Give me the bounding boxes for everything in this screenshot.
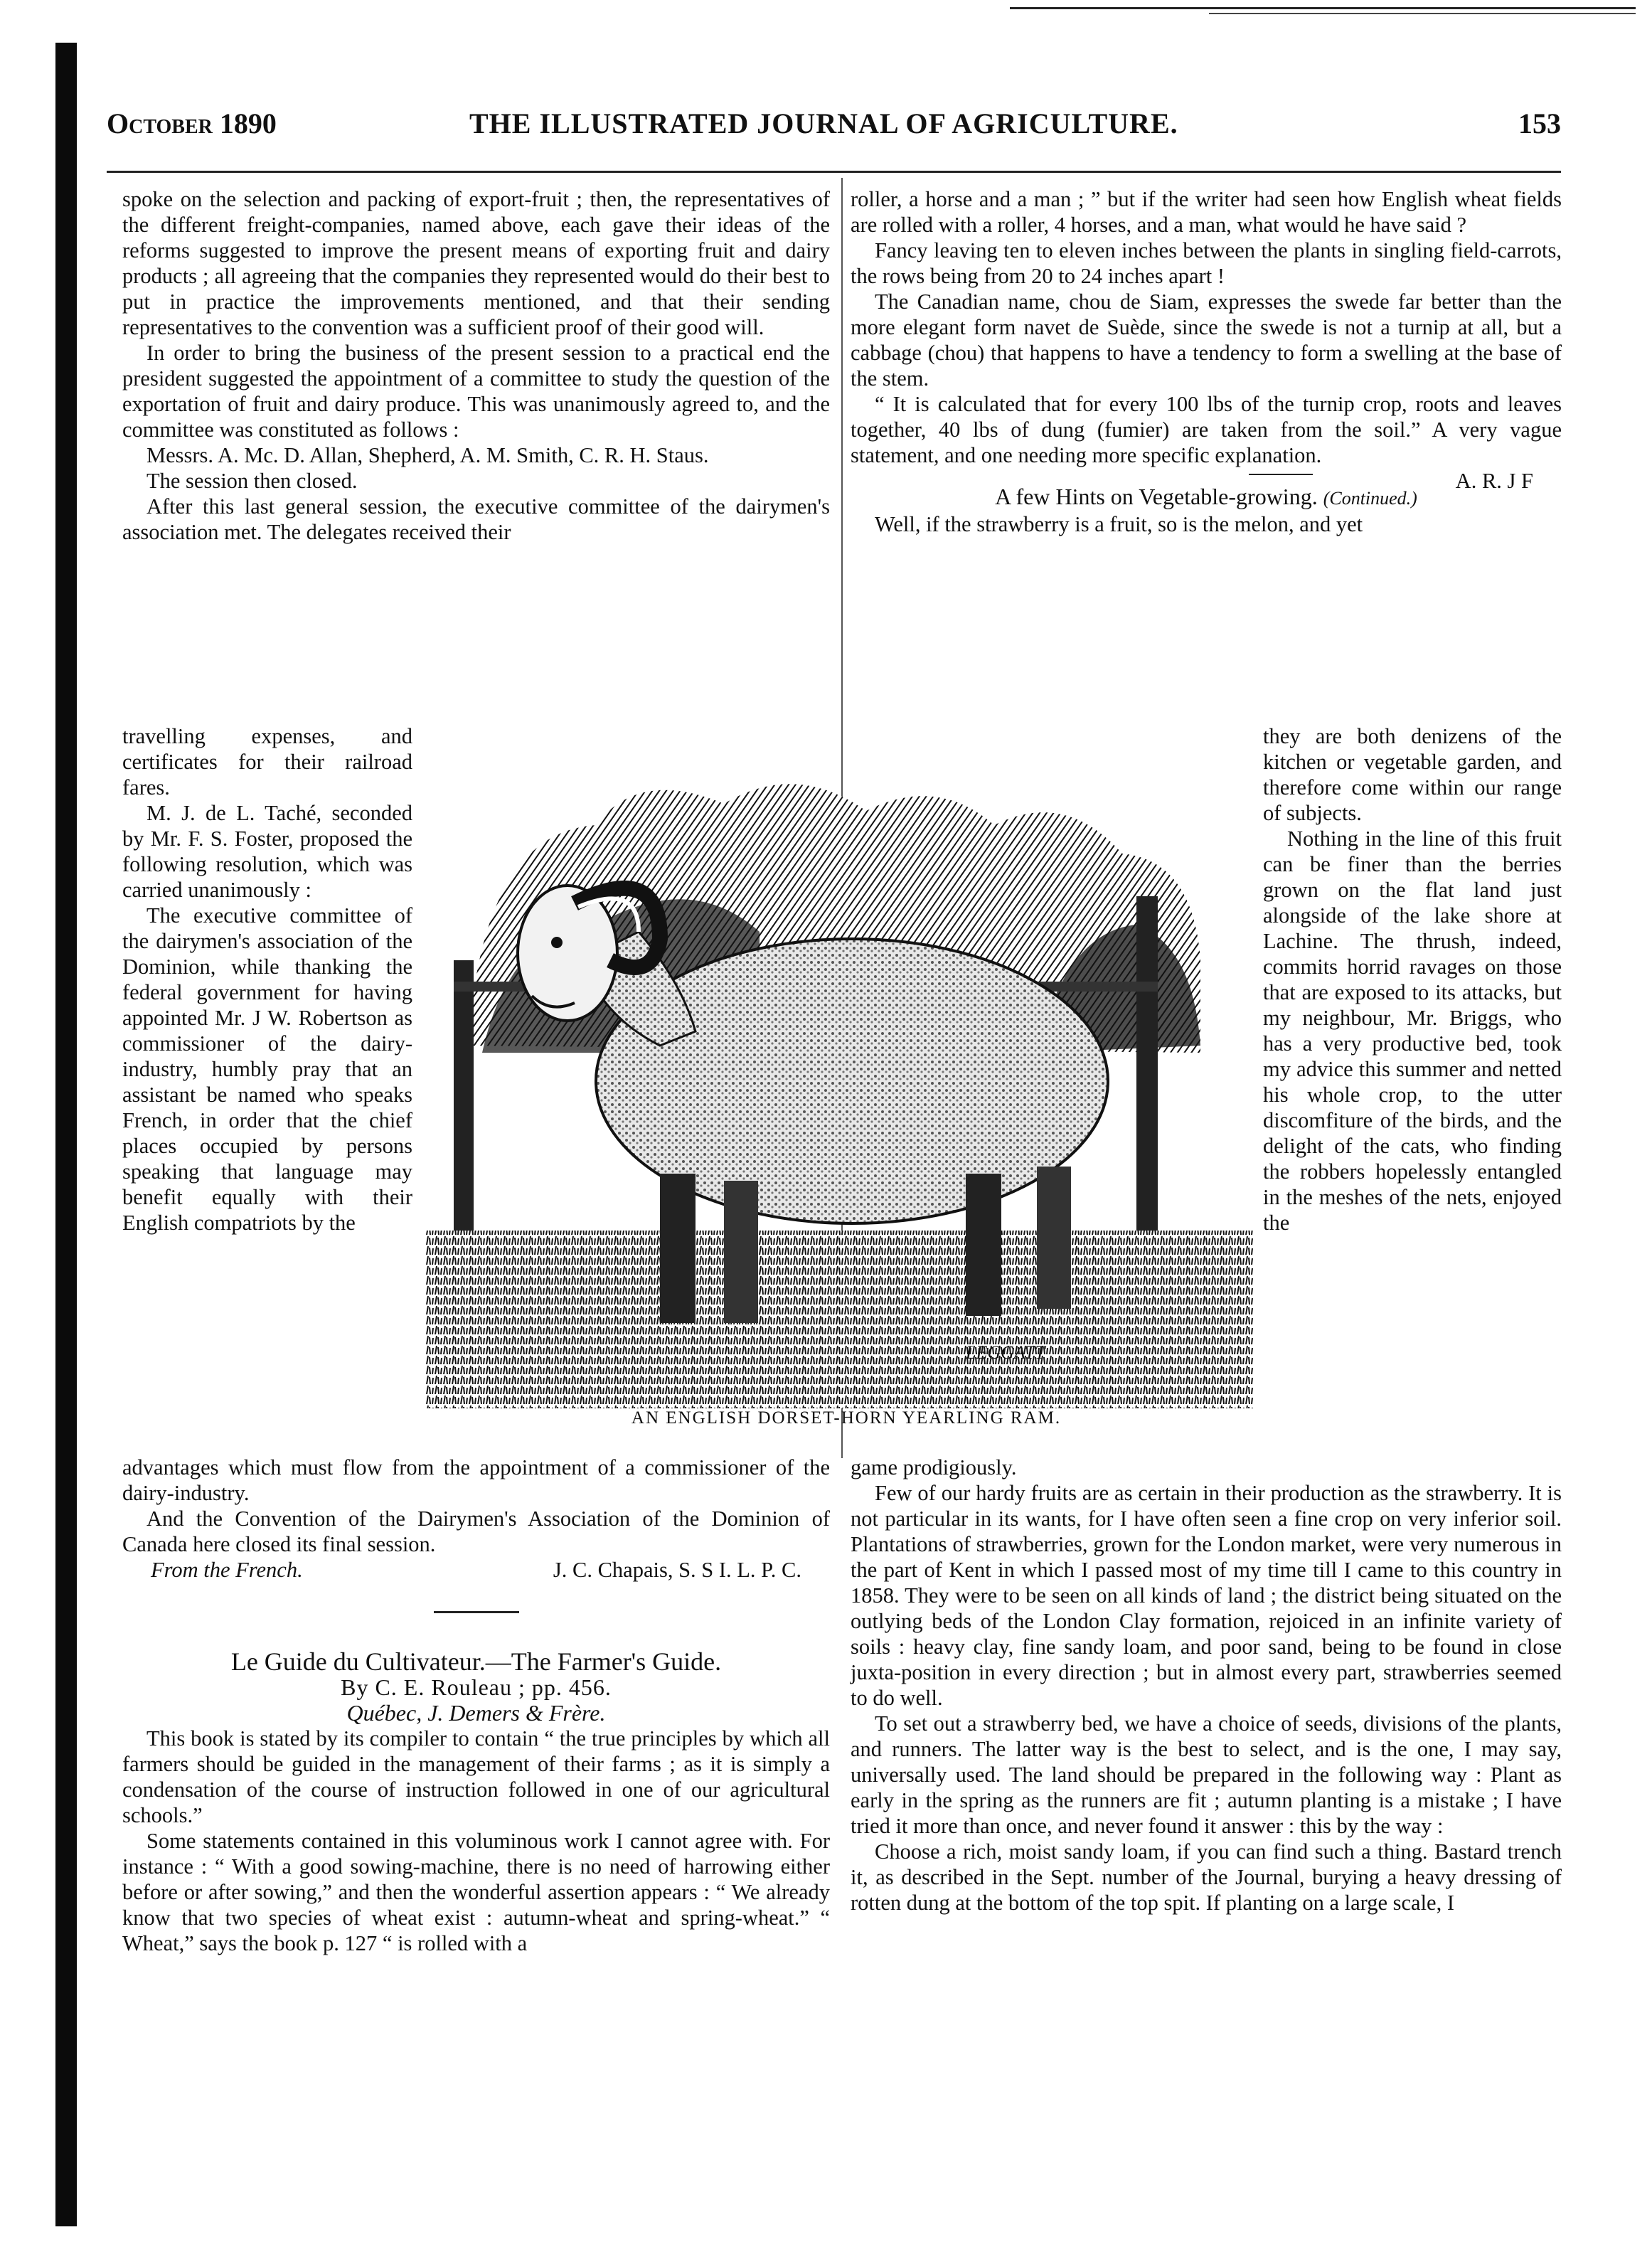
- scan-edge-bar: [55, 43, 77, 2226]
- paragraph: roller, a horse and a man ; ” but if the writer had seen how English wheat fields are rolled with a roller, 4 horses, and a man, what would he have said ?: [851, 187, 1562, 237]
- hints-continued: (Continued.): [1323, 488, 1417, 509]
- paragraph: spoke on the selection and packing of export-fruit ; then, the representatives of the different freight-companies, named above, each gave their ideas of the reforms suggested to improve the present means of exporting fruit and dairy products ; all agreeing that the companies they represented would do their best to put in practice the improvements mentioned, and that their sending representatives to the convention was a sufficient proof of their good will.: [122, 187, 830, 339]
- header-journal-title: THE ILLUSTRATED JOURNAL OF AGRICULTURE.: [469, 107, 1178, 139]
- paragraph: Some statements contained in this voluminous work I cannot agree with. For instance : “ With a good sowing-machine, there is no need of harrowing either before or after sowing,” and then the wonderful assertion appears : “ We already know that two species of wheat exist : autumn-wheat and spring-wheat.” “ Wheat,” says the book p. 127 “ is rolled with a: [122, 1829, 830, 1955]
- paragraph: The executive committee of the dairymen's association of the Dominion, while thanking the federal government for having appointed Mr. J W. Robertson as commissioner of the dairy-industry, humbly pray that an assistant be named who speaks French, in order that the chief places occupied by persons speaking that language may benefit equally with their English compatriots by the: [122, 903, 412, 1235]
- hints-title: A few Hints on Vegetable-growing.: [995, 484, 1318, 509]
- top-rule: [1010, 7, 1636, 9]
- paragraph: To set out a strawberry bed, we have a choice of seeds, divisions of the plants, and runners. The latter way is the best to select, and is the one, I may say, universally used. The land should be prepared in the following way : Plant as early in the spring as the runners are fit ; autumn planting is a mistake ; I have tried it more than once, and never found it answer : this by the way :: [851, 1711, 1562, 1838]
- left-column-top: [122, 186, 830, 545]
- paragraph: they are both denizens of the kitchen or vegetable garden, and therefore come within our range of subjects.: [1263, 724, 1562, 825]
- right-column-top: [851, 186, 1562, 537]
- paragraph: advantages which must flow from the appointment of a commissioner of the dairy-industry.: [122, 1455, 830, 1505]
- header-rule: [107, 171, 1561, 173]
- right-column-bottom: [851, 1455, 1562, 1916]
- header-date: October 1890: [107, 107, 277, 139]
- paragraph: Messrs. A. Mc. D. Allan, Shepherd, A. M. Smith, C. R. H. Staus.: [146, 443, 709, 467]
- paragraph: Few of our hardy fruits are as certain in their production as the strawberry. It is not particular in its wants, for I have often seen a fine crop on very inferior soil. Plantations of strawberries, grown for the London market, were very numerous in the part of Kent in which I passed most of my time till I came to this country in 1858. They were to be seen on all kinds of land ; the district being situated on the outlying beds of the London Clay formation, rejoiced in an infinite variety of soils : heavy clay, fine sandy loam, and poor sand, being to be found in close juxta-position in every direction ; but in almost every part, strawberries seemed to do well.: [851, 1481, 1562, 1710]
- short-rule: [1249, 474, 1313, 475]
- paragraph: M. J. de L. Taché, seconded by Mr. F. S. Foster, proposed the following resolution, which was carried unanimously :: [122, 801, 412, 902]
- paragraph: Choose a rich, moist sandy loam, if you can find such a thing. Bastard trench it, as described in the Sept. number of the Journal, burying a heavy dressing of rotten dung at the bottom of the top spit. If planting on a large scale, I: [851, 1839, 1562, 1915]
- from-label: From the French.: [151, 1558, 303, 1582]
- page-header: [107, 107, 1561, 149]
- header-page-number: 153: [1518, 107, 1561, 139]
- paragraph: And the Convention of the Dairymen's Association of the Dominion of Canada here closed its final session.: [122, 1507, 830, 1556]
- paragraph: Well, if the strawberry is a fruit, so is the melon, and yet: [875, 512, 1363, 536]
- byline: By C. E. Rouleau ; pp. 456.: [341, 1674, 612, 1700]
- article-title-guide: Le Guide du Cultivateur.—The Farmer's Guide.: [230, 1647, 722, 1676]
- left-column-narrow: [122, 723, 412, 1236]
- signature-chapais: J. C. Chapais, S. S I. L. P. C.: [553, 1558, 801, 1582]
- engraver-signature: LEGGATT: [966, 1342, 1045, 1363]
- short-rule: [434, 1611, 519, 1613]
- paragraph: The session then closed.: [146, 469, 358, 493]
- paragraph: Nothing in the line of this fruit can be finer than the berries grown on the flat land just alongside of the lake shore at Lachine. The thrush, indeed, commits horrid ravages on those that are exposed to its attacks, but my neighbour, Mr. Briggs, who has a very productive bed, took my advice this summer and netted his whole crop, to the utter discomfiture of the birds, and the delight of the cats, who finding the robbers hopelessly entangled in the meshes of the nets, enjoyed the: [1263, 827, 1562, 1235]
- paragraph: travelling expenses, and certificates for their railroad fares.: [122, 724, 412, 799]
- signature-arj: A. R. J F: [1455, 469, 1533, 493]
- paragraph: The Canadian name, chou de Siam, expresses the swede far better than the more elegant form navet de Suède, since the swede is not a turnip at all, but a cabbage (chou) that happens to have a tendency to form a swelling at the base of the stem.: [851, 289, 1562, 391]
- paragraph: This book is stated by its compiler to contain “ the true principles by which all farmers should be guided in the management of their farms ; as it is simply a condensation of the course of instruction followed in one of our agricultural schools.”: [122, 1726, 830, 1827]
- left-column-bottom: [122, 1455, 830, 1956]
- paragraph: game prodigiously.: [851, 1455, 1017, 1479]
- ram-illustration: [425, 747, 1254, 1408]
- illustration-caption: AN ENGLISH DORSET-HORN YEARLING RAM.: [631, 1408, 1062, 1428]
- paragraph: “ It is calculated that for every 100 lbs of the turnip crop, roots and leaves together, 40 lbs of dung (fumier) are taken from the soil.” A very vague statement, and one needing more specific explanation.: [851, 392, 1562, 467]
- publisher-line: Québec, J. Demers & Frère.: [346, 1700, 606, 1726]
- paragraph: After this last general session, the executive committee of the dairymen's association met. The delegates received their: [122, 494, 830, 544]
- paragraph: In order to bring the business of the present session to a practical end the president suggested the appointment of a committee to study the question of the exportation of fruit and dairy produce. This was unanimously agreed to, and the committee was constituted as follows :: [122, 341, 830, 442]
- top-rule-thin: [1209, 13, 1636, 14]
- paragraph: Fancy leaving ten to eleven inches between the plants in singling field-carrots, the rows being from 20 to 24 inches apart !: [851, 238, 1562, 288]
- right-column-narrow: [1263, 723, 1562, 1236]
- signature-line: [122, 1557, 830, 1583]
